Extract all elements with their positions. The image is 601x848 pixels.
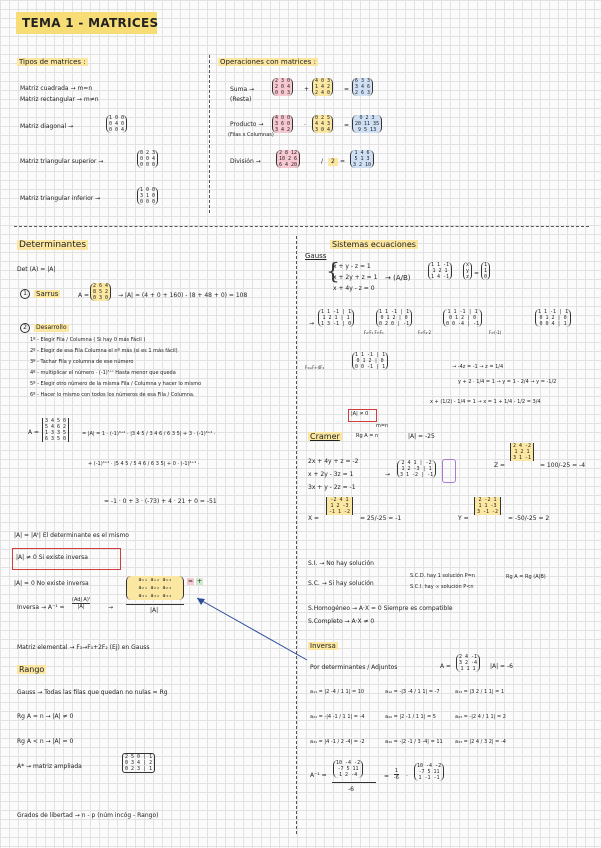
division-label: División → [230, 158, 261, 165]
inversa-formula-label: Inversa → A⁻¹ = [17, 604, 65, 611]
adj-11: a₁₁ = |2 -4 / 1 1| = 10 [310, 689, 365, 695]
z-determinant: 2 4 -2 1 2 1 3 1 -1 [510, 443, 534, 461]
det-definition: Det (A) = |A| [17, 266, 56, 273]
adj-33: a₃₃ = |2 4 / 3 2| = -4 [455, 739, 506, 745]
sarrus-equation: → |A| = (4 + 0 + 160) - (8 + 48 + 0) = 108 [118, 292, 248, 299]
determinantes-heading: Determinantes [19, 240, 87, 250]
gauss-step-2: 1 1 -1 | 1 0 1 2 | 0 0 2 0 | -1 [376, 309, 412, 327]
cramer-eq-3: 3x + y - 2z = -1 [308, 484, 356, 491]
z-result: = 100/-25 = -4 [540, 462, 586, 469]
inversa-metodo: Por determinantes / Adjuntos [310, 664, 398, 671]
suma-label: Suma → [230, 86, 255, 93]
rg-condition: Rg A = Rg (A|B) [506, 574, 546, 580]
sarrus-number: 1 [20, 289, 30, 299]
div-matrix-a: 2 8 12 10 2 6 6 4 20 [276, 150, 300, 168]
cramer-eq-2: x + 2y - 3z = 1 [308, 471, 354, 478]
inverse-adj-matrix: 10 -4 -2 -7 5 11 1 2 -4 [333, 760, 363, 778]
horizontal-divider [14, 226, 589, 227]
page-title: TEMA 1 - MATRICES [16, 12, 157, 34]
cramer-det: |A| = -25 [408, 433, 435, 440]
grados-libertad: Grados de libertad → n - p (núm incóg - Rango) [17, 812, 159, 819]
arrow: → [309, 320, 315, 327]
gauss-vars: x y z [463, 262, 472, 280]
arrow: → [385, 471, 391, 478]
tipo-superior: Matriz triangular superior → [20, 158, 104, 165]
div-number: 2 [328, 158, 338, 166]
rango-lt: Rg A < n → |A| = 0 [17, 738, 74, 745]
step-5: 5º - Elegir otro número de la misma Fila / Columna y hacer lo mismo [30, 381, 202, 387]
arrow: → [108, 604, 114, 611]
sarrus-matrix: 2 6 4 8 5 2 0 3 0 [90, 283, 111, 301]
equals-sign: = [344, 122, 350, 129]
step-3: 3º - Tachar Fila y columna de ese número [30, 359, 134, 365]
dev-line-2: + (-1)⁴⁺⁴ · |5 4 5 / 5 4 6 / 6 3 5| + 0 · (-1)⁴⁺⁴ · [88, 461, 200, 467]
div-matrix-result: 1 4 6 5 1 3 3 2 10 [350, 150, 374, 168]
gauss-step-5: 1 1 -1 | 1 0 1 2 | 0 0 0 -1 | 1 [352, 352, 388, 370]
step-2: 2º - Elegir de esa Fila Columna el nº más (si es 1 más fácil) [30, 348, 178, 354]
adjoint-denominator: |A| [150, 607, 159, 614]
scd-system: S.C.D. hay 1 solución P=n [410, 573, 475, 579]
matriz-elemental: Matriz elemental → F₃→F₃+2F₂ (Ej) en Gauss [17, 644, 150, 651]
si-system: S.I. → No hay solución [308, 560, 374, 567]
producto-sub: (Filas x Columnas) [228, 132, 274, 138]
gauss-rhs: 1 1 0 [481, 262, 490, 280]
cramer-label: Cramer [310, 432, 340, 441]
rango-heading: Rango [19, 665, 45, 674]
suma-matrix-b: 4 0 3 1 4 2 2 4 0 [312, 78, 333, 96]
y-result: = -50/-25 = 2 [508, 515, 550, 522]
sc-system: S.C. → Si hay solución [308, 580, 374, 587]
inverse-label: A⁻¹ = [310, 772, 327, 779]
vertical-divider-top [209, 55, 210, 213]
dev-a: A = [28, 429, 40, 436]
sarrus-a: A = [78, 292, 90, 299]
cramer-mn: m=n [376, 423, 389, 429]
upper-triangular-matrix: 0 2 3 0 0 4 0 0 0 [137, 150, 158, 168]
adj-21: a₂₁ = -|4 -1 / 1 1| = -4 [310, 714, 365, 720]
lower-triangular-matrix: 1 0 0 3 1 0 0 0 0 [137, 187, 158, 205]
step-1: 1º - Elegir Fila / Columna ( Si hay 0 más Fácil ) [30, 337, 146, 343]
gauss-ab: → (A/B) [385, 274, 411, 282]
diagonal-matrix: 1 0 0 0 4 0 0 0 4 [106, 115, 127, 133]
gauss-coef-matrix: 1 1 -1 1 2 1 1 4 -1 [428, 262, 452, 280]
prod-matrix-a: 4 0 0 3 6 0 3 4 2 [272, 115, 293, 133]
inverse-fraction-bar [332, 782, 376, 783]
rango-gauss: Gauss → Todas las filas que quedan no nulas = Rg [17, 689, 168, 696]
plus-sign: + [304, 86, 310, 93]
suma-matrix-a: 2 3 0 2 0 4 0 0 3 [272, 78, 293, 96]
inverse-final-matrix: 10 -4 -2 -7 5 11 1 -1 -1 [414, 763, 444, 781]
adj-32: a₃₂ = -|2 -1 / 3 -4| = 11 [385, 739, 443, 745]
nonzero-property: |A| ≠ 0 Si existe inversa [16, 554, 88, 561]
resta-label: (Resta) [230, 96, 252, 103]
gauss-op-3: F₃·(-1) [489, 330, 502, 335]
gauss-op-1: F₂-F₁ F₃-F₁ [364, 330, 384, 335]
adj-13: a₁₃ = |3 2 / 1 1| = 1 [455, 689, 505, 695]
sarrus-label: Sarrus [36, 290, 59, 298]
suma-matrix-result: 6 3 3 3 4 6 2 6 3 [352, 78, 373, 96]
adjoint-fraction-bar [126, 604, 184, 605]
operaciones-heading: Operaciones con matrices : [220, 58, 316, 66]
zero-property: |A| = 0 No existe inversa [14, 580, 89, 587]
gauss-step-4: 1 1 -1 | 1 0 1 2 | 0 0 0 4 | 1 [535, 309, 571, 327]
times-sign: · [406, 773, 408, 780]
gauss-step-3: 1 1 -1 | 1 0 1 2 | 0 0 0 -4 | -1 [443, 309, 482, 327]
z-solution: → -4z = -1 → z = 1/4 [452, 364, 504, 370]
div-sign: / [321, 158, 324, 165]
gauss-eq-2: x + 2y + z = 1 [333, 274, 378, 281]
z-label: Z = [494, 462, 506, 469]
gauss-eq-3: x + 4y - z = 0 [333, 285, 375, 292]
cramer-highlight-column [442, 459, 456, 483]
prod-matrix-result: 0 2 3 20 11 35 9 5 13 [352, 115, 382, 133]
completo: S.Completo → A·X ≠ 0 [308, 618, 375, 625]
inverse-denominator: -6 [348, 786, 354, 793]
prod-matrix-b: 0 2 5 4 4 3 3 0 4 [312, 115, 333, 133]
equals-sign: = [340, 158, 346, 165]
times-sign: · [304, 122, 306, 129]
inverse-equals: = [384, 773, 390, 780]
inversa-a: A = [440, 663, 452, 670]
gauss-op-4: F₃=F₃-4F₂ [305, 365, 325, 370]
desarrollo-number: 2 [20, 323, 30, 333]
inverse-scalar: $\frac{1}{-6}$ [394, 768, 399, 781]
gauss-brace: { [326, 260, 340, 285]
rango-n: Rg A = n → |A| ≠ 0 [17, 713, 74, 720]
tipo-rectangular: Matriz rectangular → m≠n [20, 96, 99, 103]
adj-22: a₂₂ = |2 -1 / 1 1| = 5 [385, 714, 436, 720]
sistemas-heading: Sistemas ecuaciones [332, 240, 416, 249]
step-4: 4º - multiplicar el número · (-1)ᶠ⁺ᶜ Hasta menor que queda [30, 370, 176, 376]
adj-31: a₃₁ = |4 -1 / 2 -4| = -2 [310, 739, 365, 745]
homogeneo: S.Homogéneo → A·X = 0 Siempre es compatible [308, 605, 453, 612]
transpose-property: |A| = |Aᵗ| El determinante es el mismo [14, 532, 129, 539]
sci-system: S.C.I. hay ∞ solución P<n [410, 584, 474, 590]
dev-result: = -1 · 0 + 3 · (-73) + 4 · 21 + 0 = -51 [104, 498, 217, 505]
inversa-matrix: 2 4 -1 3 2 -4 1 1 1 [456, 654, 480, 672]
dev-matrix: 3 4 5 0 5 4 6 2 1 3 3 5 6 3 5 0 [42, 418, 69, 442]
equals-sign: = [344, 86, 350, 93]
gauss-op-2: F₃-F₂·2 [418, 330, 432, 335]
x-solution: x + (1/2) - 1/4 = 1 → x = 1 + 1/4 - 1/2 = 3/4 [430, 399, 541, 405]
step-6: 6º - Hacer lo mismo con todos los números de esa Fila / Columna. [30, 392, 195, 398]
tipo-cuadrada: Matriz cuadrada → m=n [20, 85, 93, 92]
adjoint-matrix: a₁₁ a₁₂ a₁₃ a₂₁ a₂₂ a₂₃ a₃₁ a₃₂ a₃₃ [126, 576, 184, 600]
vertical-divider-main [296, 236, 297, 834]
cramer-eq-1: 2x + 4y + z = -2 [308, 458, 359, 465]
y-determinant: 2 -2 1 1 1 -3 3 -1 -2 [474, 497, 501, 515]
tipo-diagonal: Matriz diagonal → [20, 123, 74, 130]
equals-sign: = [474, 270, 480, 277]
adj-23: a₂₃ = -|2 4 / 1 1| = 2 [455, 714, 506, 720]
gauss-label: Gauss [305, 252, 327, 260]
gauss-eq-1: x + y - z = 1 [333, 263, 371, 270]
gauss-step-1: 1 1 -1 | 1 1 2 1 | 1 1 3 -1 | 0 [318, 309, 354, 327]
x-determinant: -2 4 1 1 2 -3 -1 1 -2 [326, 497, 353, 515]
tipo-inferior: Matriz triangular inferior → [20, 195, 101, 202]
signs-note: = + [188, 578, 202, 585]
y-label: Y = [458, 515, 469, 522]
desarrollo-label: Desarrollo [36, 324, 67, 331]
y-solution: y + 2 · 1/4 = 1 → y = 1 - 2/4 → y = -1/2 [458, 379, 557, 385]
producto-label: Producto → [230, 121, 264, 128]
adj-12: a₁₂ = -|3 -4 / 1 1| = -7 [385, 689, 440, 695]
ampliada-label: A* → matriz ampliada [17, 763, 82, 770]
ampliada-matrix: 2 5 0 | 1 0 3 4 | 2 0 2 3 | 1 [122, 753, 155, 773]
x-label: X = [308, 515, 320, 522]
inversa-det: |A| = -6 [490, 663, 513, 670]
cramer-matrix: 2 4 1 | -2 1 2 -3 | 1 3 1 -2 | -1 [397, 460, 436, 478]
x-result: = 25/-25 = -1 [360, 515, 402, 522]
cramer-condition: |A| ≠ 0 [351, 411, 369, 417]
dev-line-1: = |A| = 1 · (-1)³⁺⁴ · |3 4 5 / 3 4 6 / 6 3 5| + 3 · (-1)³⁺⁴ · [82, 431, 216, 437]
inversa-heading: Inversa [310, 642, 336, 650]
inversa-formula-frac: (Adj A)ᵗ |A| [72, 597, 91, 610]
cramer-rg: Rg A = n [356, 433, 379, 439]
tipos-heading: Tipos de matrices : [19, 58, 86, 66]
